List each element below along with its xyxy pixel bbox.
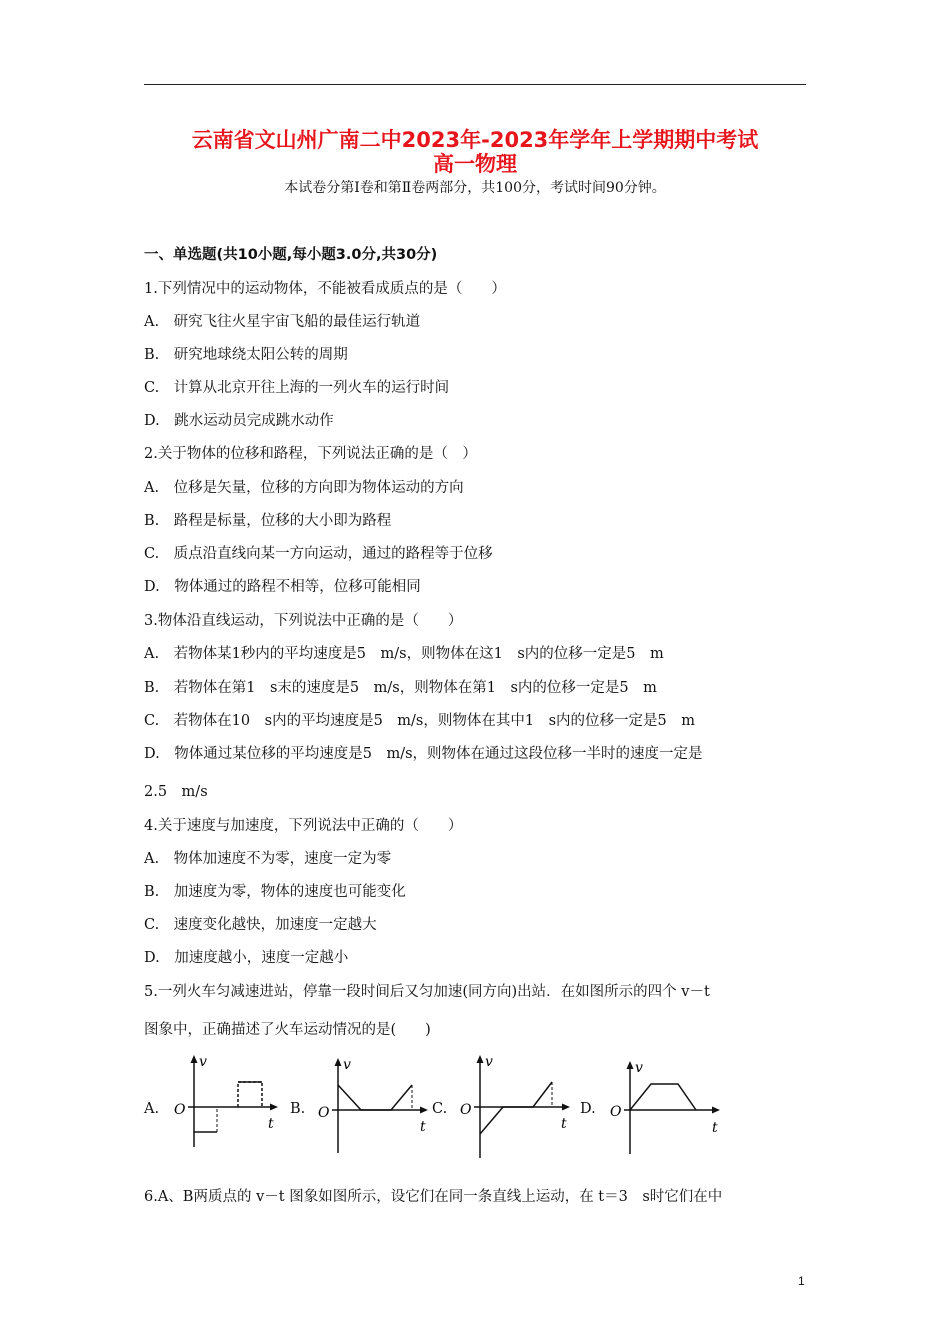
axis-label-t: t [561, 1116, 567, 1132]
q3-option-b: B. 若物体在第1 s末的速度是5 m/s，则物体在第1 s内的位移一定是5 m [144, 680, 657, 696]
q5-option-b-label: B. [290, 1101, 306, 1117]
q5-option-a-label: A. [144, 1101, 160, 1117]
q5-graph-d [608, 1058, 728, 1158]
axis-label-v: v [485, 1054, 493, 1070]
q3-stem: 3.物体沿直线运动，下列说法中正确的是（ ） [144, 613, 463, 629]
graph-line-a-positive [238, 1082, 262, 1107]
q4-option-b: B. 加速度为零，物体的速度也可能变化 [144, 884, 406, 900]
q3-option-a: A. 若物体某1秒内的平均速度是5 m/s，则物体在这1 s内的位移一定是5 m [144, 646, 664, 662]
q2-option-a: A. 位移是矢量，位移的方向即为物体运动的方向 [144, 480, 464, 496]
t-axis-arrow-icon [270, 1104, 278, 1111]
q4-stem: 4.关于速度与加速度，下列说法中正确的（ ） [144, 818, 463, 834]
q5-stem: 5.一列火车匀减速进站，停靠一段时间后又匀加速(同方向)出站．在如图所示的四个 v－t [144, 984, 710, 1000]
q2-stem: 2.关于物体的位移和路程，下列说法正确的是（ ） [144, 446, 477, 462]
q3-option-c: C. 若物体在10 s内的平均速度是5 m/s，则物体在其中1 s内的位移一定是5 m [144, 713, 696, 729]
q4-option-d: D. 加速度越小，速度一定越小 [144, 950, 349, 966]
q1-option-a: A. 研究飞往火星宇宙飞船的最佳运行轨道 [144, 314, 421, 330]
q1-option-d: D. 跳水运动员完成跳水动作 [144, 413, 334, 429]
q4-option-c: C. 速度变化越快，加速度一定越大 [144, 917, 377, 933]
q1-stem: 1.下列情况中的运动物体，不能被看成质点的是（ ） [144, 281, 506, 297]
v-axis-arrow-icon [335, 1058, 342, 1066]
t-axis-arrow-icon [420, 1107, 428, 1114]
q1-option-b: B. 研究地球绕太阳公转的周期 [144, 347, 348, 363]
graph-line-c [480, 1082, 552, 1134]
axis-label-v: v [635, 1060, 643, 1076]
v-axis-arrow-icon [477, 1055, 484, 1063]
q1-option-c: C. 计算从北京开往上海的一列火车的运行时间 [144, 380, 450, 396]
axis-label-v: v [199, 1054, 207, 1070]
q2-option-b: B. 路程是标量，位移的大小即为路程 [144, 513, 392, 529]
q3-option-d-continued: 2.5 m/s [144, 784, 208, 800]
origin-label: O [610, 1104, 622, 1120]
origin-label: O [318, 1105, 330, 1121]
axis-label-t: t [420, 1119, 426, 1135]
page-number: 1 [798, 1274, 805, 1288]
v-axis-arrow-icon [191, 1055, 198, 1063]
q2-option-c: C. 质点沿直线向某一方向运动，通过的路程等于位移 [144, 546, 493, 562]
q6-stem: 6.A、B两质点的 v－t 图象如图所示，设它们在同一条直线上运动，在 t＝3 s时它们在中 [144, 1189, 723, 1205]
q5-option-c-label: C. [432, 1101, 448, 1117]
q5-graph-c [458, 1052, 578, 1162]
axis-label-v: v [343, 1057, 351, 1073]
origin-label: O [460, 1102, 472, 1118]
axis-label-t: t [712, 1120, 718, 1136]
section-heading: 一、单选题(共10小题,每小题3.0分,共30分) [144, 247, 438, 263]
header-rule [144, 84, 806, 85]
exam-title: 云南省文山州广南二中2023年-2023年学年上学期期中考试 [191, 128, 759, 152]
q5-stem-continued: 图象中，正确描述了火车运动情况的是( ) [144, 1022, 431, 1038]
origin-label: O [174, 1102, 186, 1118]
graph-line-b [338, 1085, 412, 1110]
t-axis-arrow-icon [712, 1107, 720, 1114]
graph-line-d [630, 1084, 696, 1110]
axis-label-t: t [268, 1116, 274, 1132]
q3-option-d: D. 物体通过某位移的平均速度是5 m/s，则物体在通过这段位移一半时的速度一定是 [144, 746, 703, 762]
exam-instructions: 本试卷分第Ⅰ卷和第Ⅱ卷两部分，共100分，考试时间90分钟。 [284, 180, 666, 196]
v-axis-arrow-icon [627, 1061, 634, 1069]
q5-graph-b [316, 1055, 436, 1155]
q5-graph-a [172, 1052, 282, 1152]
q5-option-d-label: D. [580, 1101, 596, 1117]
q4-option-a: A. 物体加速度不为零，速度一定为零 [144, 851, 392, 867]
q2-option-d: D. 物体通过的路程不相等，位移可能相同 [144, 579, 421, 595]
t-axis-arrow-icon [562, 1104, 570, 1111]
exam-subject: 高一物理 [433, 152, 517, 176]
